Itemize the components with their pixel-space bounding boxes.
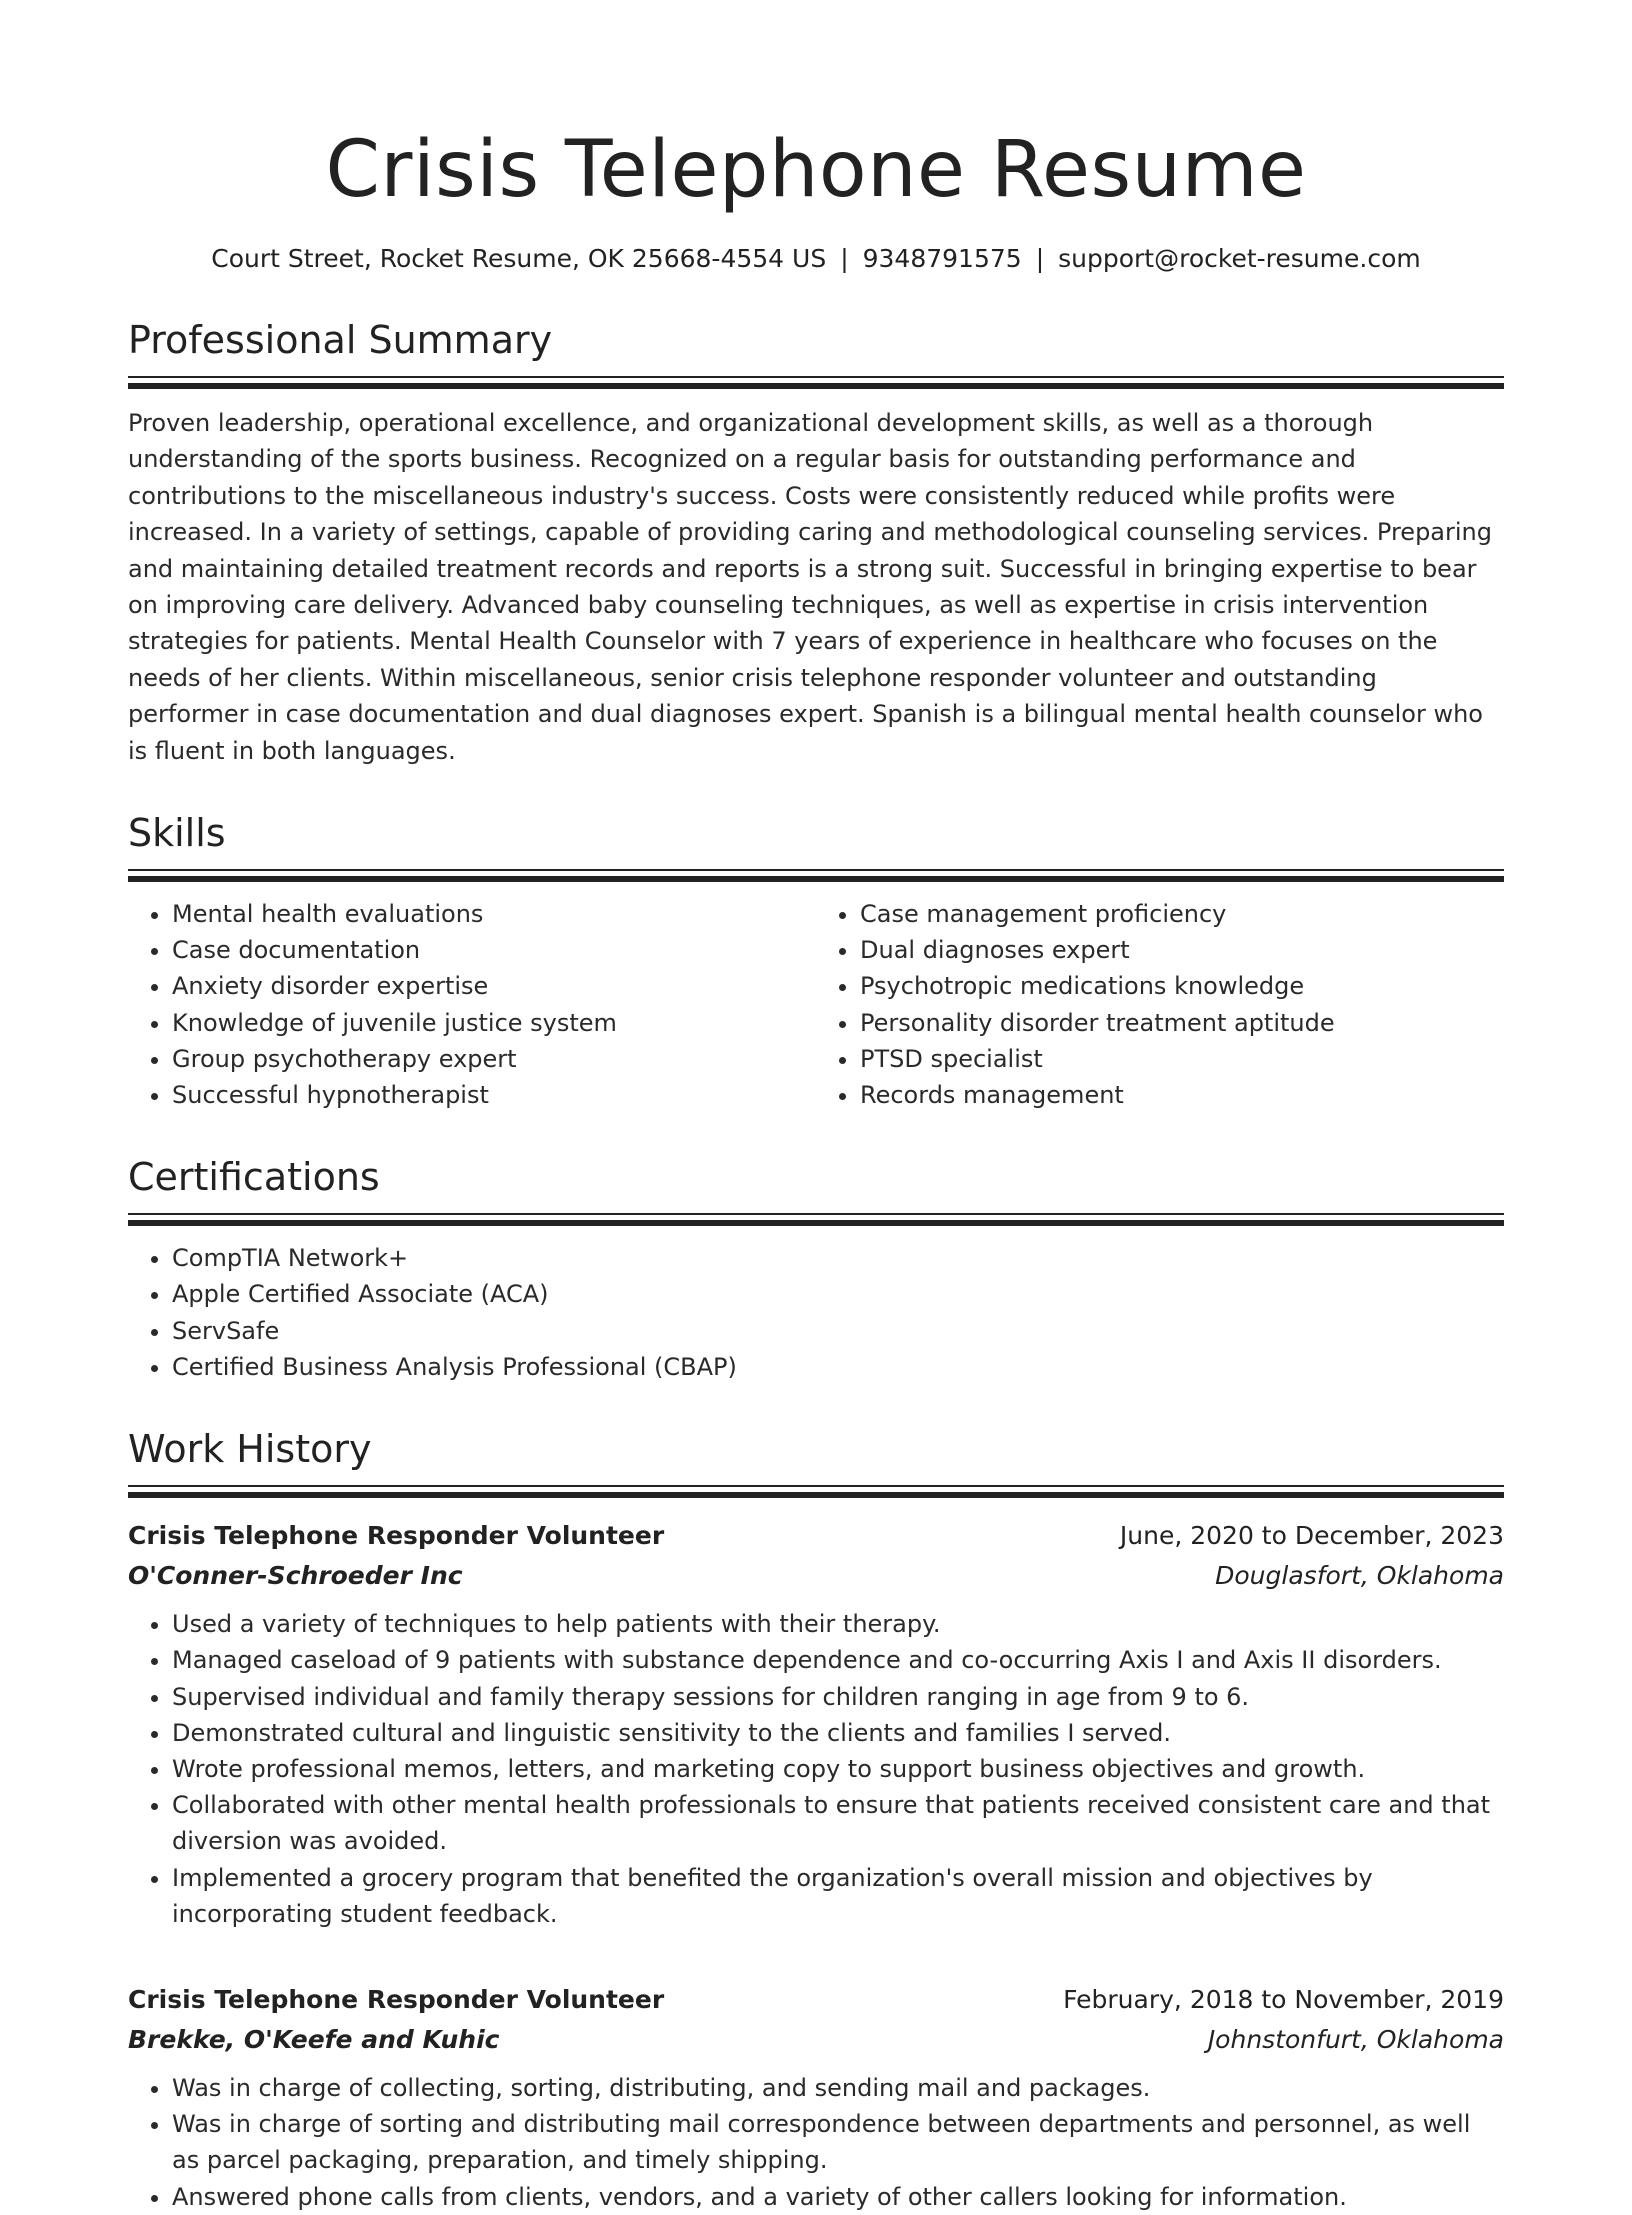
- certifications-section: [128, 1153, 1504, 1385]
- skill-item: • Successful hypnotherapist: [172, 1077, 816, 1113]
- skill-item: • Mental health evaluations: [172, 896, 816, 932]
- certifications-heading: Certifications: [128, 1155, 380, 1200]
- job-bullet: • Wrote professional memos, letters, and marketing copy to support business objectives and growth.: [172, 1751, 1504, 1787]
- certification-item: • ServSafe: [172, 1313, 1504, 1349]
- summary-heading: Professional Summary: [128, 318, 553, 362]
- job-location: Johnstonfurt, Oklahoma: [1207, 2024, 1504, 2054]
- section-divider: [128, 376, 1504, 389]
- job-entry: [128, 1980, 1504, 2215]
- job-title: Crisis Telephone Responder Volunteer: [128, 1521, 665, 1551]
- job-title: Crisis Telephone Responder Volunteer: [128, 1984, 665, 2014]
- summary-text: Proven leadership, operational excellence, and organizational development skills, as well as a thorough understanding of the sports business. Recognized on a regular basis for outstanding performance and contributions to the miscellaneous industry's success. Costs were consistently reduced while profits were increased. In a variety of settings, capable of providing caring and methodological counseling services. Preparing and maintaining detailed treatment records and reports is a strong suit. Successful in bringing expertise to bear on improving care delivery. Advanced baby counseling techniques, as well as expertise in crisis intervention strategies for patients. Mental Health Counselor with 7 years of experience in healthcare who focuses on the needs of her clients. Within miscellaneous, senior crisis telephone responder volunteer and outstanding performer in case documentation and dual diagnoses expert. Spanish is a bilingual mental health counselor who is fluent in both languages.: [128, 409, 1492, 765]
- summary-section: [128, 316, 1504, 769]
- section-divider: [128, 1485, 1504, 1498]
- job-dates: June, 2020 to December, 2023: [1119, 1521, 1504, 1551]
- job-company: Brekke, O'Keefe and Kuhic: [128, 2024, 500, 2054]
- section-divider: [128, 869, 1504, 882]
- job-bullet: • Supervised individual and family therapy sessions for children ranging in age from 9 to 6.: [172, 1679, 1504, 1715]
- skill-item: • Psychotropic medications knowledge: [860, 968, 1504, 1004]
- skill-item: • Case documentation: [172, 932, 816, 968]
- skill-item: • Personality disorder treatment aptitude: [860, 1005, 1504, 1041]
- job-entry: [128, 1516, 1504, 1932]
- job-company: O'Conner-Schroeder Inc: [128, 1561, 463, 1591]
- job-bullet: • Answered phone calls from clients, vendors, and a variety of other callers looking for information.: [172, 2179, 1504, 2215]
- job-header-row: [128, 1980, 1504, 2020]
- job-bullet: • Used a variety of techniques to help patients with their therapy.: [172, 1606, 1504, 1642]
- skill-item: • Records management: [860, 1077, 1504, 1113]
- skills-list-right: [816, 896, 1504, 1113]
- contact-line: [128, 242, 1504, 276]
- job-bullet: • Collaborated with other mental health professionals to ensure that patients received consistent care and that diversion was avoided.: [172, 1787, 1504, 1859]
- resume-title: Crisis Telephone Resume: [325, 125, 1307, 215]
- certifications-list: [128, 1240, 1504, 1385]
- contact-address: Court Street, Rocket Resume, OK 25668-4554 US: [211, 244, 827, 273]
- certification-item: • CompTIA Network+: [172, 1240, 1504, 1276]
- contact-phone: 9348791575: [862, 244, 1022, 273]
- job-bullet: • Managed caseload of 9 patients with substance dependence and co-occurring Axis I and Axis II disorders.: [172, 1642, 1504, 1678]
- job-bullet: • Was in charge of collecting, sorting, distributing, and sending mail and packages.: [172, 2070, 1504, 2106]
- job-bullets: [128, 2070, 1504, 2215]
- job-header-row: [128, 1516, 1504, 1556]
- job-location: Douglasfort, Oklahoma: [1215, 1561, 1504, 1591]
- job-dates: February, 2018 to November, 2019: [1063, 1984, 1504, 2014]
- job-bullet: • Implemented a grocery program that benefited the organization's overall mission and objectives by incorporating student feedback.: [172, 1860, 1504, 1932]
- skill-item: • Anxiety disorder expertise: [172, 968, 816, 1004]
- skill-item: • Dual diagnoses expert: [860, 932, 1504, 968]
- section-divider: [128, 1213, 1504, 1226]
- contact-separator: |: [1035, 244, 1045, 273]
- job-bullet: • Was in charge of sorting and distributing mail correspondence between departments and personnel, as well as parcel packaging, preparation, and timely shipping.: [172, 2106, 1504, 2178]
- skill-item: • Case management proficiency: [860, 896, 1504, 932]
- skills-heading: Skills: [128, 811, 226, 856]
- certification-item: • Apple Certified Associate (ACA): [172, 1276, 1504, 1312]
- work-history-heading: Work History: [128, 1427, 372, 1472]
- job-bullet: • Demonstrated cultural and linguistic sensitivity to the clients and families I served.: [172, 1715, 1504, 1751]
- contact-separator: |: [840, 244, 849, 273]
- job-bullets: [128, 1606, 1504, 1932]
- work-history-section: [128, 1425, 1504, 2215]
- skills-list-left: [128, 896, 816, 1113]
- certification-item: • Certified Business Analysis Professional (CBAP): [172, 1349, 1504, 1385]
- skills-section: [128, 809, 1504, 1113]
- skill-item: • Knowledge of juvenile justice system: [172, 1005, 816, 1041]
- job-company-row: [128, 2020, 1504, 2060]
- skill-item: • PTSD specialist: [860, 1041, 1504, 1077]
- skills-grid: [128, 882, 1504, 1113]
- contact-email: support@rocket-resume.com: [1058, 244, 1421, 273]
- job-company-row: [128, 1556, 1504, 1596]
- skill-item: • Group psychotherapy expert: [172, 1041, 816, 1077]
